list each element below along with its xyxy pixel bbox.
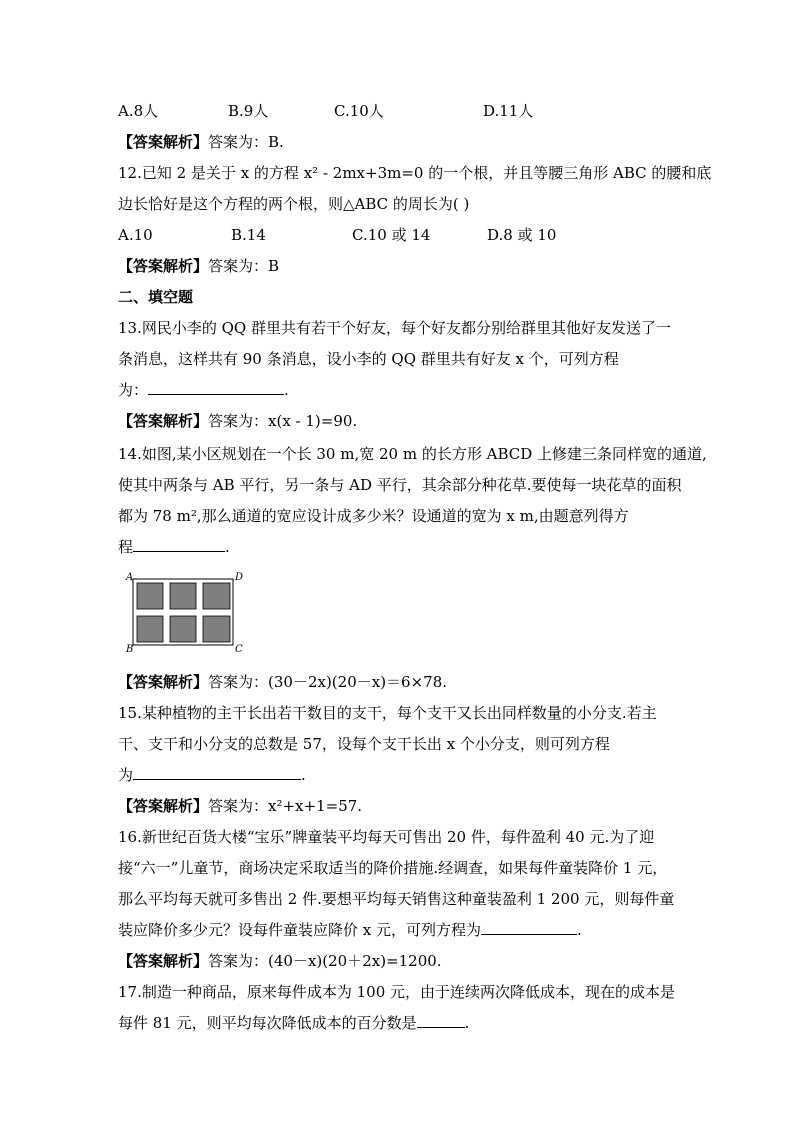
- answer-text: 答案为：B: [208, 257, 280, 275]
- q11-option-d: D.11人: [483, 102, 534, 120]
- q11-options: [118, 100, 718, 122]
- q16-line-3: 那么平均每天就可多售出 2 件.要想平均每天销售这种童装盈利 1 200 元，则每件童: [118, 890, 675, 908]
- q16-answer: [118, 950, 442, 972]
- answer-blank: [133, 764, 301, 780]
- answer-label: 【答案解析】: [118, 952, 209, 970]
- flower-bed: [170, 616, 196, 642]
- flower-bed: [203, 616, 230, 642]
- q11-answer: [118, 131, 284, 153]
- q12-answer: [118, 255, 279, 277]
- q14-line-4: [118, 536, 230, 558]
- q12-option-a: A.10: [118, 226, 153, 244]
- answer-text: 答案为：B.: [208, 133, 284, 151]
- vertex-label-b: B: [126, 644, 134, 652]
- q13-line-2: 条消息，这样共有 90 条消息，设小李的 QQ 群里共有好友 x 个，可列方程: [118, 350, 619, 368]
- q16-line-4: [118, 919, 582, 941]
- q15-line-3-suffix: .: [301, 766, 306, 784]
- answer-text: 答案为：(40－x)(20＋2x)=1200.: [208, 952, 442, 970]
- q14-line-2: 使其中两条与 AB 平行，另一条与 AD 平行，其余部分种花草.要使每一块花草的面积: [118, 476, 682, 494]
- q12-line-2: 边长恰好是这个方程的两个根，则△ABC 的周长为( ): [118, 195, 470, 213]
- q14-line-4-suffix: .: [225, 538, 230, 556]
- vertex-label-c: C: [235, 644, 243, 652]
- q12-option-c: C.10 或 14: [352, 226, 431, 244]
- q13-line-1: 13.网民小李的 QQ 群里共有若干个好友，每个好友都分别给群里其他好友发送了一: [118, 319, 671, 337]
- q15-line-1: 15.某种植物的主干长出若干数目的支干，每个支干又长出同样数量的小分支.若主: [118, 704, 657, 722]
- answer-blank: [133, 536, 225, 552]
- answer-text: 答案为：x(x - 1)=90.: [208, 412, 358, 430]
- q16-line-4-suffix: .: [577, 921, 582, 939]
- answer-blank: [417, 1012, 465, 1028]
- q13-answer: [118, 410, 357, 432]
- q14-line-1: 14.如图,某小区规划在一个长 30 m,宽 20 m 的长方形 ABCD 上修建三条同样宽的通道,: [118, 445, 707, 463]
- q12-option-d: D.8 或 10: [487, 226, 557, 244]
- answer-text: 答案为：x²+x+1=57.: [208, 797, 363, 815]
- flower-bed: [170, 583, 196, 609]
- answer-text: 答案为：(30－2x)(20－x)＝6×78.: [208, 673, 448, 691]
- q14-line-3: 都为 78 m²,那么通道的宽应设计成多少米？设通道的宽为 x m,由题意列得方: [118, 507, 629, 525]
- answer-label: 【答案解析】: [118, 673, 209, 691]
- q15-line-2: 干、支干和小分支的总数是 57，设每个支干长出 x 个小分支，则可列方程: [118, 735, 610, 753]
- answer-label: 【答案解析】: [118, 133, 209, 151]
- q12-line-1: 12.已知 2 是关于 x 的方程 x² - 2mx+3m=0 的一个根，并且等腰三角形 ABC 的腰和底: [118, 164, 712, 182]
- garden-plan-figure: [118, 570, 248, 652]
- q17-line-2: [118, 1012, 469, 1034]
- q12-options: [118, 224, 718, 246]
- answer-label: 【答案解析】: [118, 797, 209, 815]
- q17-line-1: 17.制造一种商品，原来每件成本为 100 元，由于连续两次降低成本，现在的成本是: [118, 983, 676, 1001]
- q16-line-4-prefix: 装应降价多少元？设每件童装应降价 x 元，可列方程为: [118, 921, 481, 939]
- flower-bed: [203, 583, 230, 609]
- q13-line-3-suffix: .: [284, 381, 289, 399]
- flower-bed: [137, 616, 163, 642]
- q15-line-3-prefix: 为: [118, 766, 134, 784]
- q11-option-a: A.8人: [118, 102, 159, 120]
- q16-line-2: 接“六一”儿童节，商场决定采取适当的降价措施.经调查，如果每件童装降价 1 元，: [118, 859, 668, 877]
- q12-option-b: B.14: [231, 226, 266, 244]
- answer-label: 【答案解析】: [118, 257, 209, 275]
- answer-blank: [148, 379, 284, 395]
- q17-line-2-suffix: .: [464, 1014, 470, 1032]
- vertex-label-a: A: [126, 572, 134, 583]
- q13-line-3: [118, 379, 289, 401]
- answer-label: 【答案解析】: [118, 412, 209, 430]
- section-heading: 二、填空题: [118, 288, 194, 306]
- answer-blank: [481, 919, 577, 935]
- q13-line-3-prefix: 为：: [118, 381, 149, 399]
- q15-line-3: [118, 764, 306, 786]
- q17-line-2-prefix: 每件 81 元，则平均每次降低成本的百分数是: [118, 1014, 417, 1032]
- q16-line-1: 16.新世纪百货大楼“宝乐”牌童装平均每天可售出 20 件，每件盈利 40 元.为了迎: [118, 828, 655, 846]
- q11-option-c: C.10人: [334, 102, 384, 120]
- vertex-label-d: D: [235, 572, 244, 583]
- flower-bed: [137, 583, 163, 609]
- q11-option-b: B.9人: [228, 102, 269, 120]
- q15-answer: [118, 795, 362, 817]
- q14-line-4-prefix: 程: [118, 538, 134, 556]
- q14-answer: [118, 671, 447, 693]
